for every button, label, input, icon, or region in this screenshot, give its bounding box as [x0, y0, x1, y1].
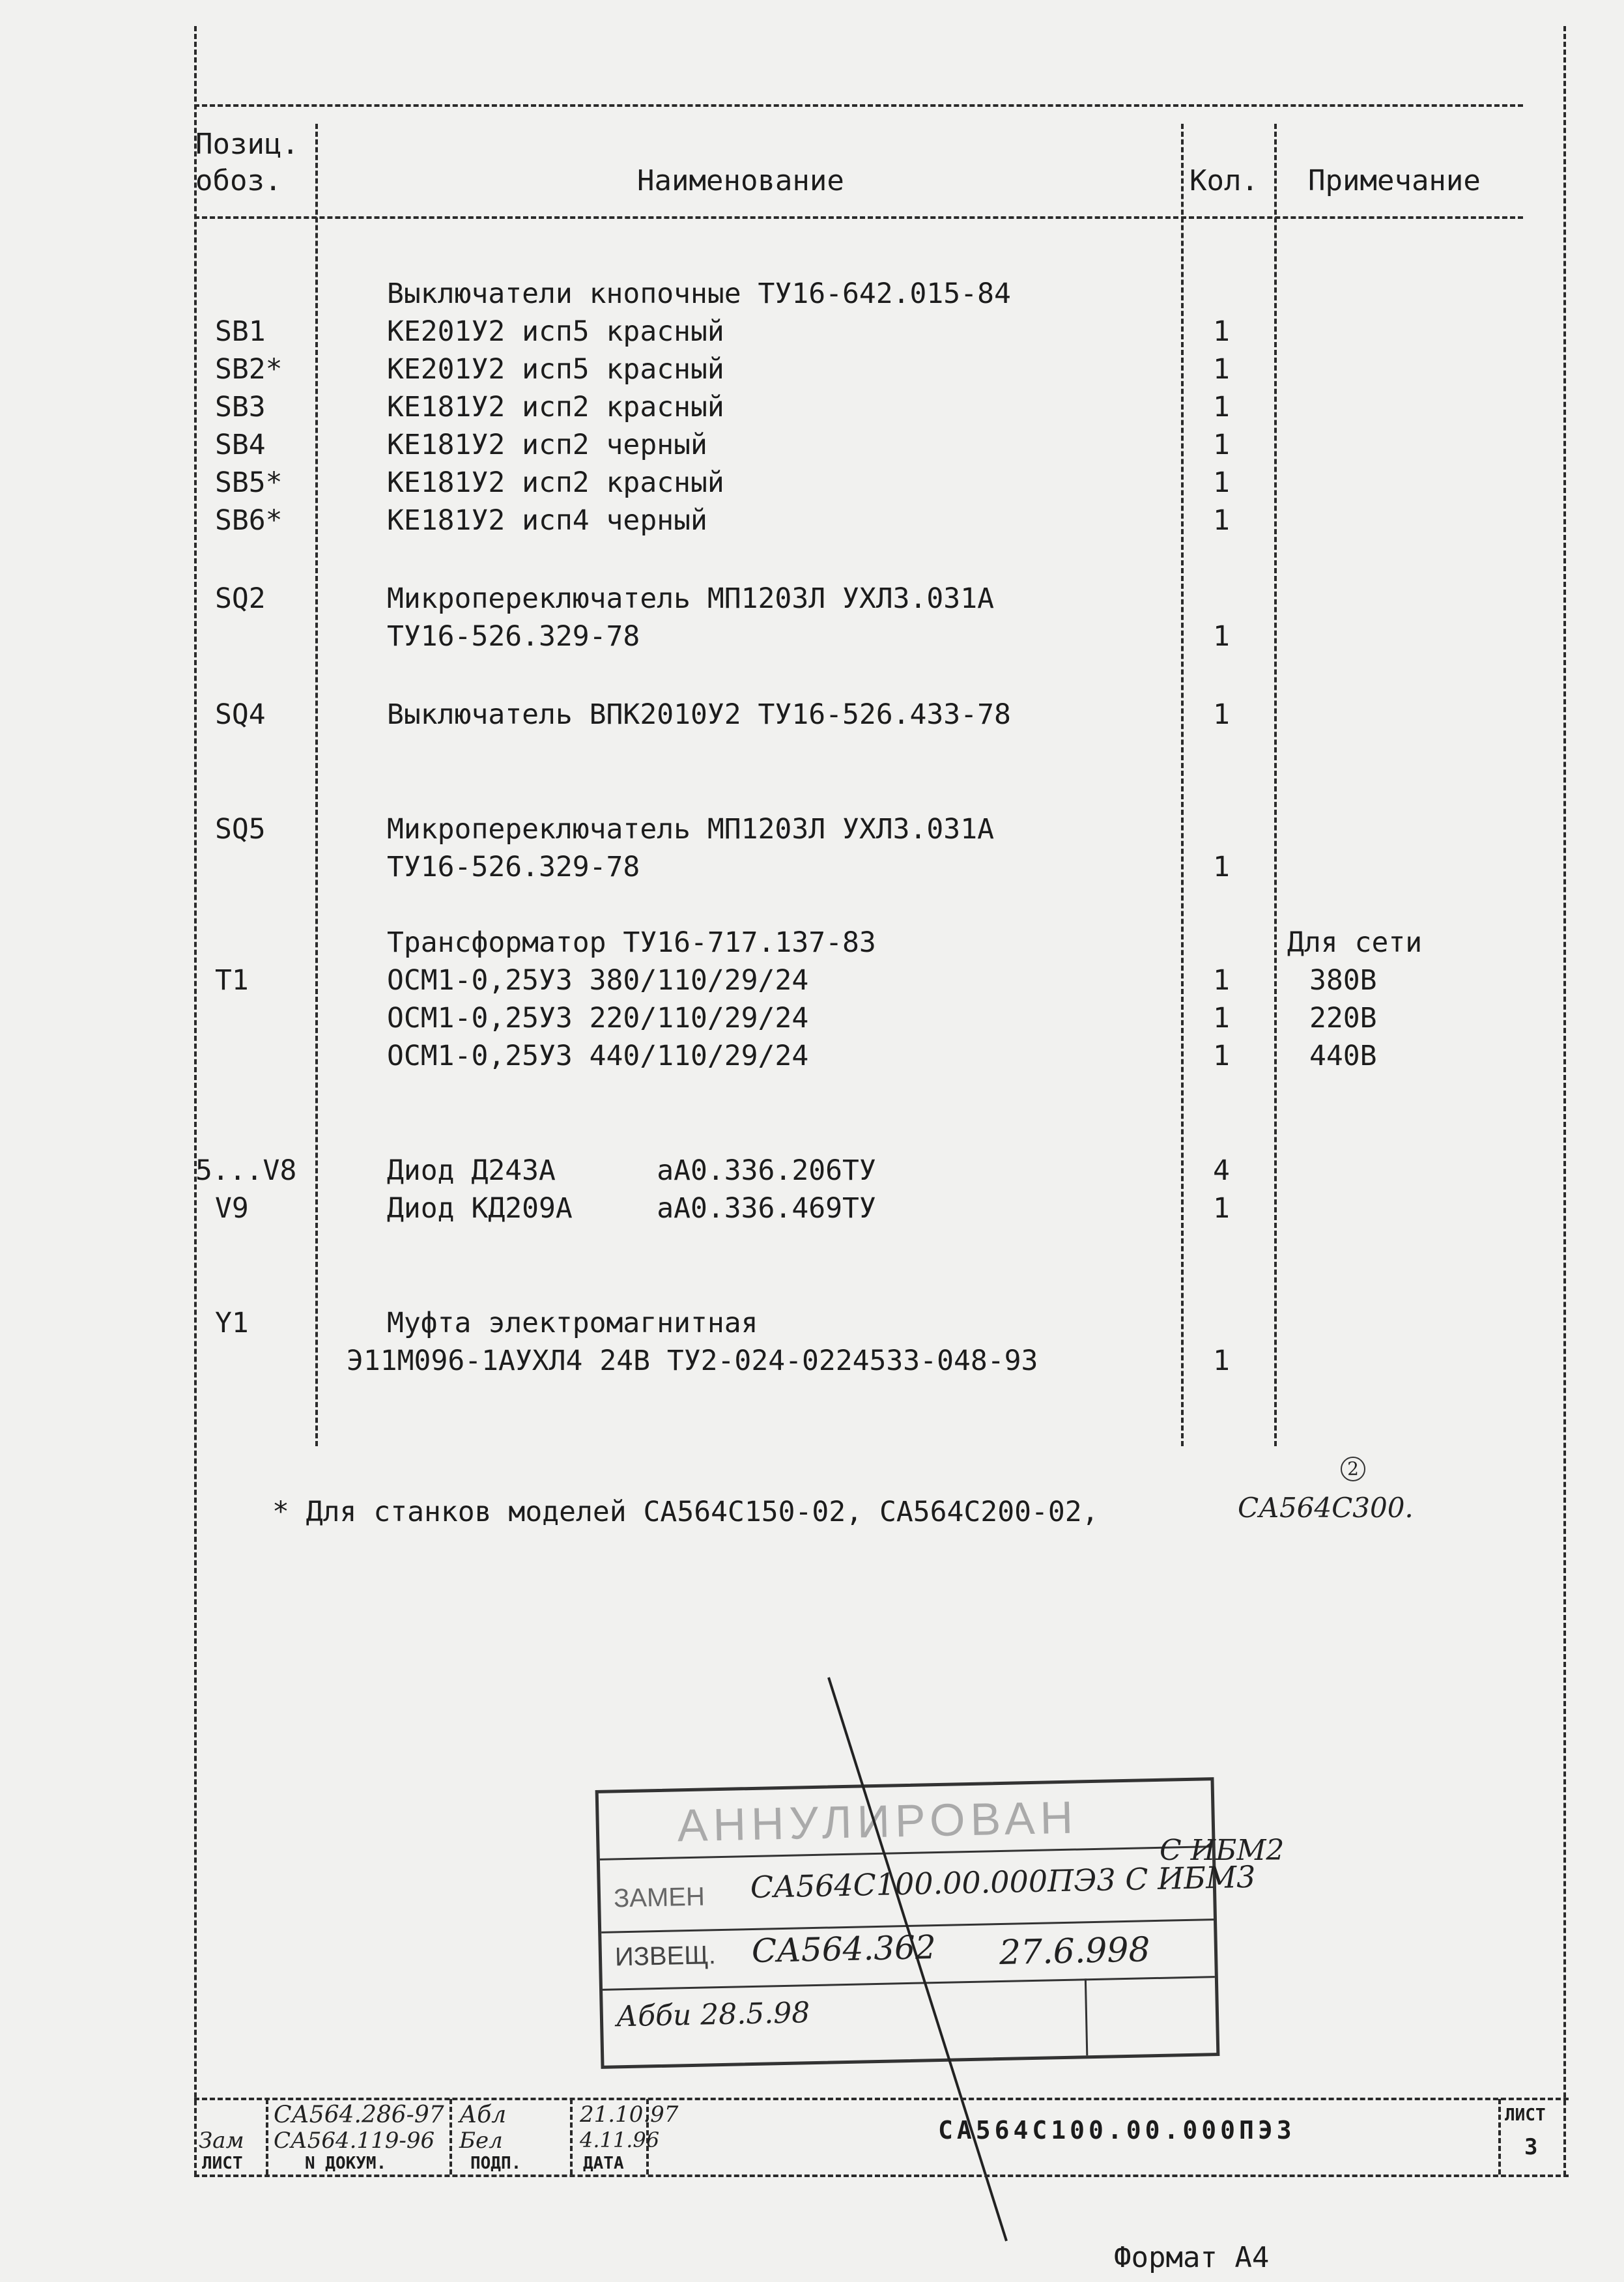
row-6-name: КЕ181У2 исп4 черный: [387, 504, 707, 537]
tb-row1-sign: Абл: [459, 2102, 507, 2128]
row-18-name: Муфта электромагнитная: [387, 1307, 758, 1339]
row-9-pos: SQ4: [215, 698, 266, 731]
row-15-name: ОСМ1-0,25У3 440/110/29/24: [387, 1040, 809, 1072]
tb-row1-date: 21.10.97: [580, 2102, 679, 2128]
row-15-qty: 1: [1213, 1040, 1230, 1072]
stamp-row2-date: 27.6.998: [999, 1930, 1151, 1973]
row-12-note: Для сети: [1287, 926, 1423, 959]
row-7-pos: SQ2: [215, 582, 266, 615]
row-17-qty: 1: [1213, 1192, 1230, 1225]
row-3-name: КЕ181У2 исп2 красный: [387, 391, 724, 423]
tb-sheet-number: 3: [1524, 2134, 1538, 2160]
row-10-name: Микропереключатель МП1203Л УХЛ3.031А: [387, 813, 994, 846]
row-8-qty: 1: [1213, 620, 1230, 653]
footnote: * Для станков моделей СА564С150-02, СА564С200-02,: [272, 1496, 1099, 1528]
row-3-qty: 1: [1213, 391, 1230, 423]
row-13-qty: 1: [1213, 964, 1230, 997]
header-pos-label-2: обоз.: [195, 164, 282, 197]
header-qty-label: Кол.: [1190, 164, 1259, 197]
header-note-label: Примечание: [1308, 164, 1481, 197]
footnote-handwritten: СА564С300.: [1238, 1492, 1414, 1524]
stamp-row1-hand: СА564С100.00.000ПЭ3 С ИБМ3: [750, 1859, 1256, 1905]
row-14-qty: 1: [1213, 1002, 1230, 1034]
row-2-qty: 1: [1213, 353, 1230, 386]
tb-sheet-label: ЛИСТ: [1505, 2105, 1546, 2125]
row-19-name: Э11М096-1АУХЛ4 24В ТУ2-024-0224533-048-93: [347, 1345, 1038, 1377]
title-block-top-rule: [194, 2098, 1569, 2100]
footnote-revision-mark: 2: [1341, 1457, 1365, 1481]
row-1-qty: 1: [1213, 315, 1230, 348]
tb-label-doc: N ДОКУМ.: [305, 2154, 387, 2173]
stamp-row3-hand: Абби 28.5.98: [616, 1996, 810, 2034]
row-8-name: ТУ16-526.329-78: [387, 620, 640, 653]
stamp-row2-hand: СА564.362: [751, 1928, 937, 1971]
stamp-row1-label: ЗАМЕН: [613, 1882, 705, 1913]
row-13-note: 380В: [1309, 964, 1377, 997]
row-16-pos: 5...V8: [195, 1154, 297, 1187]
row-11-qty: 1: [1213, 851, 1230, 883]
tb-label-date: ДАТА: [583, 2154, 624, 2173]
title-block-bottom-rule: [194, 2175, 1569, 2177]
tb-row2-lst: Зам: [199, 2128, 244, 2154]
row-7-name: Микропереключатель МП1203Л УХЛ3.031А: [387, 582, 994, 615]
row-5-pos: SB5*: [215, 466, 283, 499]
row-13-name: ОСМ1-0,25У3 380/110/29/24: [387, 964, 809, 997]
row-4-pos: SB4: [215, 429, 266, 461]
row-4-name: КЕ181У2 исп2 черный: [387, 429, 707, 461]
tb-row2-sign: Бел: [459, 2128, 503, 2154]
row-14-name: ОСМ1-0,25У3 220/110/29/24: [387, 1002, 809, 1034]
row-1-name: КЕ201У2 исп5 красный: [387, 315, 724, 348]
row-4-qty: 1: [1213, 429, 1230, 461]
tb-row1-doc: СА564.286-97: [274, 2102, 444, 2128]
tb-row2-doc: СА564.119-96: [274, 2128, 435, 2154]
row-9-qty: 1: [1213, 698, 1230, 731]
row-5-name: КЕ181У2 исп2 красный: [387, 466, 724, 499]
row-12-name: Трансформатор ТУ16-717.137-83: [387, 926, 876, 959]
header-pos-label-1: Позиц.: [195, 128, 299, 161]
stamp-row2-label: ИЗВЕЩ.: [614, 1941, 717, 1972]
row-14-note: 220В: [1309, 1002, 1377, 1034]
row-6-pos: SB6*: [215, 504, 283, 537]
format-label: Формат А4: [1114, 2241, 1270, 2274]
tb-label-sign: ПОДП.: [470, 2154, 522, 2173]
row-15-note: 440В: [1309, 1040, 1377, 1072]
row-2-name: КЕ201У2 исп5 красный: [387, 353, 724, 386]
row-11-name: ТУ16-526.329-78: [387, 851, 640, 883]
stamp-title: АННУЛИРОВАН: [676, 1791, 1079, 1851]
row-17-name: Диод КД209А аА0.336.469ТУ: [387, 1192, 876, 1225]
stamp-row1-hand-top: С ИБМ2: [1160, 1834, 1285, 1867]
row-1-pos: SB1: [215, 315, 266, 348]
row-19-qty: 1: [1213, 1345, 1230, 1377]
row-10-pos: SQ5: [215, 813, 266, 846]
tb-label-lst: ЛИСТ: [202, 2154, 243, 2173]
row-16-qty: 4: [1213, 1154, 1230, 1187]
header-name-label: Наименование: [637, 164, 844, 197]
row-2-pos: SB2*: [215, 353, 283, 386]
row-6-qty: 1: [1213, 504, 1230, 537]
row-18-pos: Y1: [215, 1307, 249, 1339]
row-9-name: Выключатель ВПК2010У2 ТУ16-526.433-78: [387, 698, 1011, 731]
row-3-pos: SB3: [215, 391, 266, 423]
row-5-qty: 1: [1213, 466, 1230, 499]
tb-row2-date: 4.11.96: [580, 2128, 660, 2152]
row-17-pos: V9: [215, 1192, 249, 1225]
document-designation: СА564С100.00.000ПЭ3: [938, 2116, 1296, 2145]
row-16-name: Диод Д243А аА0.336.206ТУ: [387, 1154, 876, 1187]
row-0-name: Выключатели кнопочные ТУ16-642.015-84: [387, 278, 1011, 310]
row-13-pos: T1: [215, 964, 249, 997]
